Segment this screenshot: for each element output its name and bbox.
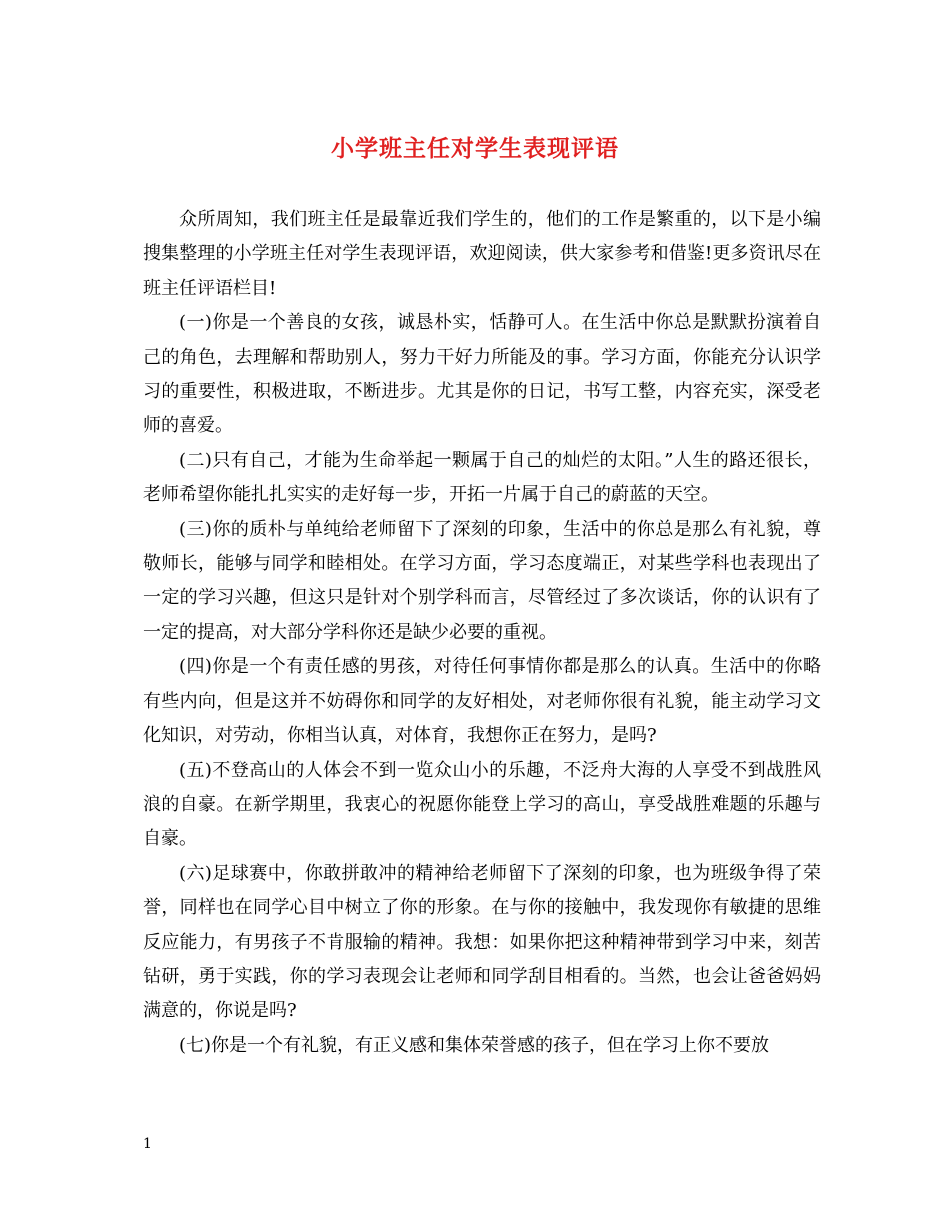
intro-paragraph: 众所周知，我们班主任是最靠近我们学生的，他们的工作是繁重的，以下是小编搜集整理的小学班主任对学生表现评语，欢迎阅读，供大家参考和借鉴!更多资讯尽在班主任评语栏目! [143, 209, 821, 299]
comment-paragraph-6: (六)足球赛中，你敢拼敢冲的精神给老师留下了深刻的印象，也为班级争得了荣誉，同样也在同学心目中树立了你的形象。在与你的接触中，我发现你有敏捷的思维反应能力，有男孩子不肯服输的精神。我想：如果你把这种精神带到学习中来，刻苦钻研，勇于实践，你的学习表现会让老师和同学刮目相看的。当然，也会让爸爸妈妈满意的，你说是吗? [143, 862, 821, 1022]
page-number: 1 [143, 1136, 152, 1152]
comment-paragraph-7: (七)你是一个有礼貌，有正义感和集体荣誉感的孩子，但在学习上你不要放 [179, 1034, 770, 1056]
comment-paragraph-3: (三)你的质朴与单纯给老师留下了深刻的印象，生活中的你总是那么有礼貌，尊敬师长，能够与同学和睦相处。在学习方面，学习态度端正，对某些学科也表现出了一定的学习兴趣，但这只是针对个别学科而言，尽管经过了多次谈话，你的认识有了一定的提高，对大部分学科你还是缺少必要的重视。 [143, 518, 821, 643]
document-title: 小学班主任对学生表现评语 [331, 135, 619, 162]
comment-paragraph-1: (一)你是一个善良的女孩，诚恳朴实，恬静可人。在生活中你总是默默扮演着自己的角色，去理解和帮助别人，努力干好力所能及的事。学习方面，你能充分认识学习的重要性，积极进取，不断进步。尤其是你的日记，书写工整，内容充实，深受老师的喜爱。 [143, 312, 821, 437]
comment-paragraph-2: (二)只有自己，才能为生命举起一颗属于自己的灿烂的太阳。”人生的路还很长，老师希望你能扎扎实实的走好每一步，开拓一片属于自己的蔚蓝的天空。 [143, 449, 821, 506]
document-body [143, 203, 821, 1063]
comment-paragraph-4: (四)你是一个有责任感的男孩，对待任何事情你都是那么的认真。生活中的你略有些内向，但是这并不妨碍你和同学的友好相处，对老师你很有礼貌，能主动学习文化知识，对劳动，你相当认真，对体育，我想你正在努力，是吗? [143, 656, 821, 747]
comment-paragraph-5: (五)不登高山的人体会不到一览众山小的乐趣，不泛舟大海的人享受不到战胜风浪的自豪。在新学期里，我衷心的祝愿你能登上学习的高山，享受战胜难题的乐趣与自豪。 [143, 759, 821, 850]
